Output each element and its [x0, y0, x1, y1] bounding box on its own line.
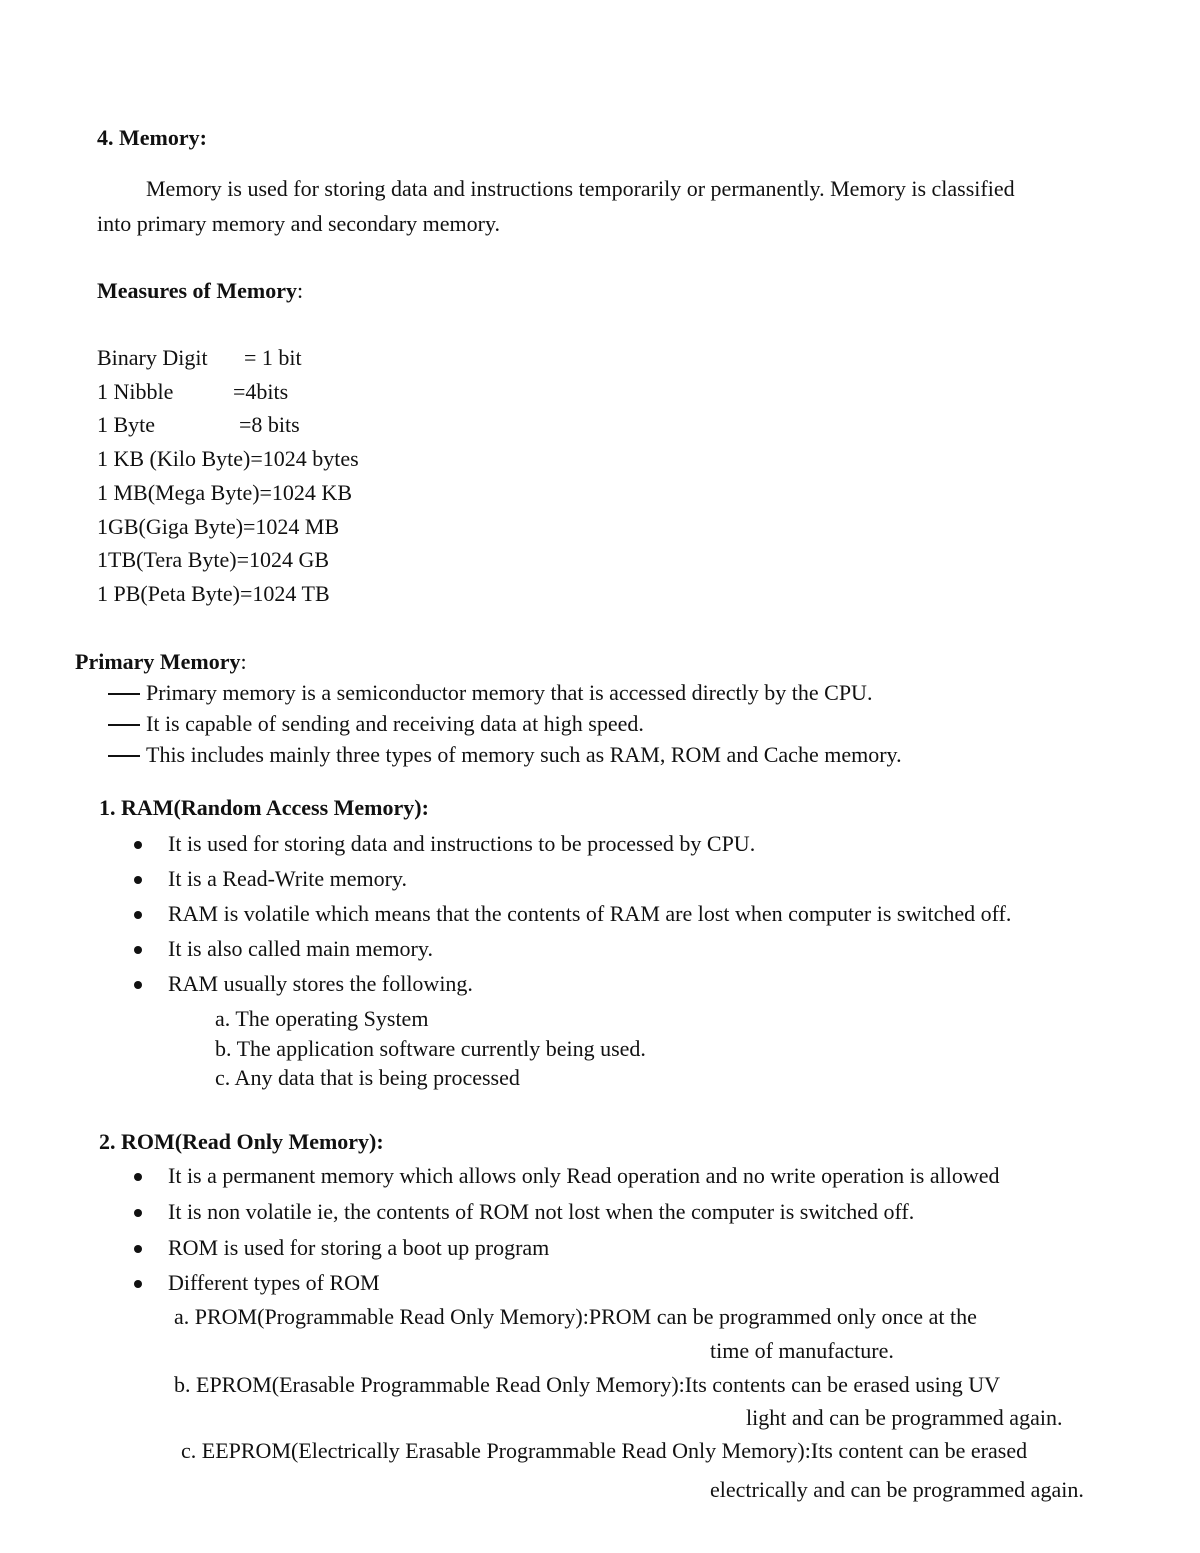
ram-sub-item: b. The application software currently being used.: [215, 1036, 646, 1061]
ram-bullet: It is also called main memory.: [168, 936, 433, 961]
rom-type-continuation: electrically and can be programmed again.: [710, 1477, 1084, 1502]
measure-row-value: =4bits: [233, 379, 289, 404]
measure-row-label: 1 MB(Mega Byte)=1024 KB: [97, 480, 352, 505]
dash-icon: [108, 724, 140, 726]
measures-heading: [97, 280, 303, 302]
primary-heading-colon: :: [240, 649, 247, 674]
primary-point: It is capable of sending and receiving data at high speed.: [146, 711, 644, 736]
rom-type-continuation: light and can be programmed again.: [746, 1405, 1063, 1430]
dash-icon: [108, 755, 140, 757]
rom-heading: 2. ROM(Read Only Memory):: [99, 1129, 384, 1154]
primary-heading: [75, 651, 247, 673]
ram-bullet: RAM is volatile which means that the contents of RAM are lost when computer is switched off.: [168, 901, 1012, 926]
ram-sub-item: a. The operating System: [215, 1006, 429, 1031]
section-heading: 4. Memory:: [97, 125, 207, 150]
rom-type-continuation: time of manufacture.: [710, 1338, 894, 1363]
rom-bullet: It is non volatile ie, the contents of ROM not lost when the computer is switched off.: [168, 1199, 915, 1224]
ram-bullet: RAM usually stores the following.: [168, 971, 473, 996]
measures-heading-colon: :: [296, 278, 304, 303]
measure-row-value: =8 bits: [239, 412, 300, 437]
measure-row-label: 1GB(Giga Byte)=1024 MB: [97, 514, 340, 539]
bullet-icon: [134, 946, 142, 954]
measure-row-label: 1 PB(Peta Byte)=1024 TB: [97, 581, 330, 606]
bullet-icon: [134, 1209, 142, 1217]
bullet-icon: [134, 1280, 142, 1288]
rom-type-line: a. PROM(Programmable Read Only Memory):PROM can be programmed only once at the: [174, 1304, 977, 1329]
ram-heading: 1. RAM(Random Access Memory):: [99, 795, 429, 820]
bullet-icon: [134, 1245, 142, 1253]
intro-line-2: into primary memory and secondary memory.: [97, 211, 501, 236]
bullet-icon: [134, 1173, 142, 1181]
measure-row-value: = 1 bit: [244, 345, 302, 370]
rom-bullet: It is a permanent memory which allows only Read operation and no write operation is allowed: [168, 1163, 1000, 1188]
primary-point: Primary memory is a semiconductor memory that is accessed directly by the CPU.: [146, 680, 873, 705]
dash-icon: [108, 693, 140, 695]
rom-bullet: Different types of ROM: [168, 1270, 380, 1295]
rom-type-line: b. EPROM(Erasable Programmable Read Only Memory):Its contents can be erased using UV: [174, 1372, 1001, 1397]
measure-row-label: 1 Byte: [97, 412, 156, 437]
measure-row-label: Binary Digit: [97, 345, 208, 370]
measure-row-label: 1 Nibble: [97, 379, 174, 404]
ram-bullet: It is used for storing data and instructions to be processed by CPU.: [168, 831, 756, 856]
measure-row-label: 1 KB (Kilo Byte)=1024 bytes: [97, 446, 359, 471]
bullet-icon: [134, 841, 142, 849]
rom-type-line: c. EEPROM(Electrically Erasable Programmable Read Only Memory):Its content can be erased: [181, 1438, 1028, 1463]
primary-heading-text: Primary Memory: [75, 649, 241, 674]
measure-row-label: 1TB(Tera Byte)=1024 GB: [97, 547, 330, 572]
ram-bullet: It is a Read-Write memory.: [168, 866, 407, 891]
bullet-icon: [134, 876, 142, 884]
ram-sub-item: c. Any data that is being processed: [215, 1065, 520, 1090]
primary-point: This includes mainly three types of memory such as RAM, ROM and Cache memory.: [146, 742, 902, 767]
measures-heading-text: Measures of Memory: [97, 278, 297, 303]
rom-bullet: ROM is used for storing a boot up program: [168, 1235, 550, 1260]
bullet-icon: [134, 911, 142, 919]
bullet-icon: [134, 981, 142, 989]
intro-line-1: Memory is used for storing data and instructions temporarily or permanently. Memory is classified: [146, 176, 1015, 201]
